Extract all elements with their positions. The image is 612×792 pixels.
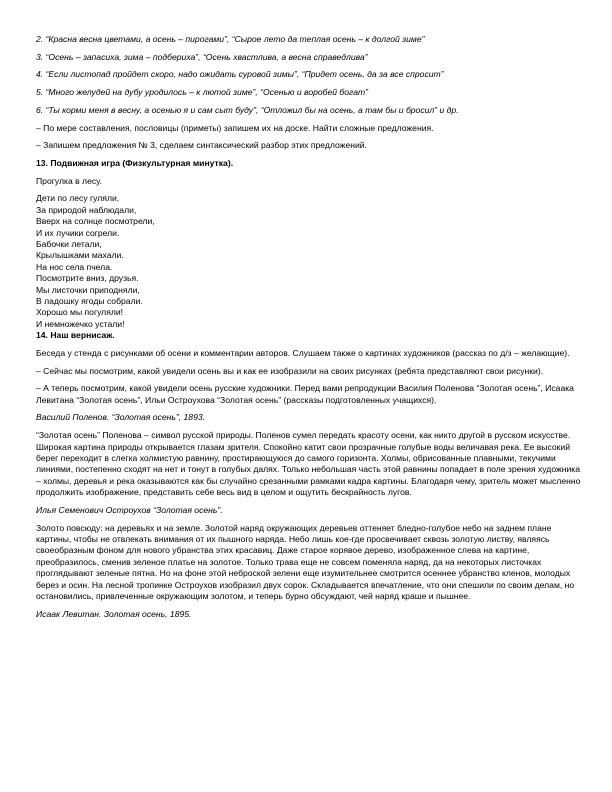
- proverb-item: 6. “Ты корми меня в весну, а осенью я и сам сыт буду”, “Отложил бы на осень, а там бы и бросил” и др.: [36, 104, 459, 115]
- poem-line: За природой наблюдали,: [36, 204, 137, 215]
- proverb-item: 2. “Красна весна цветами, а осень – пирогами”, “Сырое лето да теплая осень – к долгой зиме”: [36, 34, 425, 44]
- poem-line: Дети по лесу гуляли,: [36, 193, 120, 204]
- painting-caption-ostroukhov: Илья Семенович Остроухов “Золотая осень”.: [36, 504, 223, 515]
- proverb-item: 4. “Если листопад пройдет скоро, надо ожидать суровой зимы”, “Придет осень, да за все спросит”: [36, 69, 444, 80]
- painting-description-ostroukhov: Золото повсюду: на деревьях и на земле. Золотой наряд окружающих деревьев оттеняет бледно-голубое небо на заднем плане картины, чтобы не отвлекать внимания от их пышного наряда. Небо лишь кое-где просвечивает сквозь золотую листву, являясь своеобразным фоном для нового убранства этих красавиц. Даже старое корявое дерево, изображенное слева на картине, преобразилось, сменив зеленое платье на золотое. Только трава еще не совсем поменяла наряд, да на некоторых листочках проглядывают зеленые пятна. Но на фоне этой неброской зелени еще изумительнее смотрится осеннее убранство кленов, молодых берез и осин. На лесной тропинке Остроухов изобразил двух сорок. Складывается впечатление, что они спешили по своим делам, но остановились, привлеченные окружающим золотом, и теперь бурно обсуждают, чей наряд краше и пышнее.: [36, 522, 575, 601]
- poem-line: Мы листочки приподняли,: [36, 284, 140, 295]
- proverbs-list: [36, 34, 581, 116]
- painting-caption-polenov: Василий Поленов. “Золотая осень”, 1893.: [36, 412, 206, 423]
- instruction-paragraph: – По мере составления, пословицы (приметы) запишем их на доске. Найти сложные предложения.: [36, 122, 434, 133]
- section-13-heading: 13. Подвижная игра (Физкультурная минутка).: [36, 157, 234, 168]
- poem-line: Вверх на солнце посмотрели,: [36, 216, 155, 227]
- poem-title: Прогулка в лесу.: [36, 175, 102, 186]
- poem-line: В ладошку ягоды собрали.: [36, 295, 143, 306]
- body-paragraph: – Сейчас мы посмотрим, какой увидели осень вы и как ее изобразили на своих рисунках (ребята представляют свои рисунки).: [36, 365, 544, 376]
- poem-line: Посмотрите вниз, друзья.: [36, 273, 139, 284]
- poem-line: Бабочки летали,: [36, 238, 102, 249]
- poem-line: И их лучики согрели.: [36, 227, 120, 238]
- proverb-item: 5. “Много желудей на дубу уродилось – к лютой зиме”, “Осенью и воробей богат”: [36, 87, 368, 98]
- poem-line: Хорошо мы погуляли!: [36, 307, 124, 318]
- section-14-heading: 14. Наш вернисаж.: [36, 330, 115, 341]
- proverb-item: 3. “Осень – запасиха, зима – подбериха”, “Осень хвастлива, а весна справедлива”: [36, 51, 368, 62]
- poem-line: На нос села пчела.: [36, 261, 113, 272]
- body-paragraph: – А теперь посмотрим, какой увидели осень русские художники. Перед вами репродукции Василия Поленова “Золотая осень”, Исаака Левитана “Золотая осень”, Ильи Остроухова “Золотая осень” (рассказы подготовленных учащихся).: [36, 383, 574, 405]
- body-paragraph: Беседа у стенда с рисунками об осени и комментарии авторов. Слушаем также о картинах художников (рассказ по д/з – желающие).: [36, 347, 570, 358]
- document-page: [36, 34, 581, 620]
- painting-caption-levitan: Исаак Левитан. Золотая осень, 1895.: [36, 608, 192, 619]
- painting-description-polenov: “Золотая осень” Поленова – символ русской природы. Поленов сумел передать красоту осени, как никто другой в русском искусстве. Широкая картина природы открывается глазам зрителя. Спокойно катит свои прозрачные голубые воды величавая река. Ее высокий берег переходит в слегка холмистую равнину, простирающуюся до самого горизонта. Холмы, обрисованные плавными, текучими линиями, постепенно сходят на нет и тонут в голубых далях. Только небольшая часть этой равнины попадает в поле зрения художника – холмы, деревья и река оказываются как бы случайно срезанными рамками кадра картины. Благодаря чему, зритель может мысленно продолжить изображение, представить себе весь вид в целом и ощутить бескрайность лугов.: [36, 430, 581, 498]
- poem-line: Крылышками махали.: [36, 250, 124, 261]
- poem: [36, 193, 581, 330]
- poem-line: И немножечко устали!: [36, 318, 125, 329]
- instruction-paragraph: – Запишем предложения № 3, сделаем синтаксический разбор этих предложений.: [36, 140, 367, 151]
